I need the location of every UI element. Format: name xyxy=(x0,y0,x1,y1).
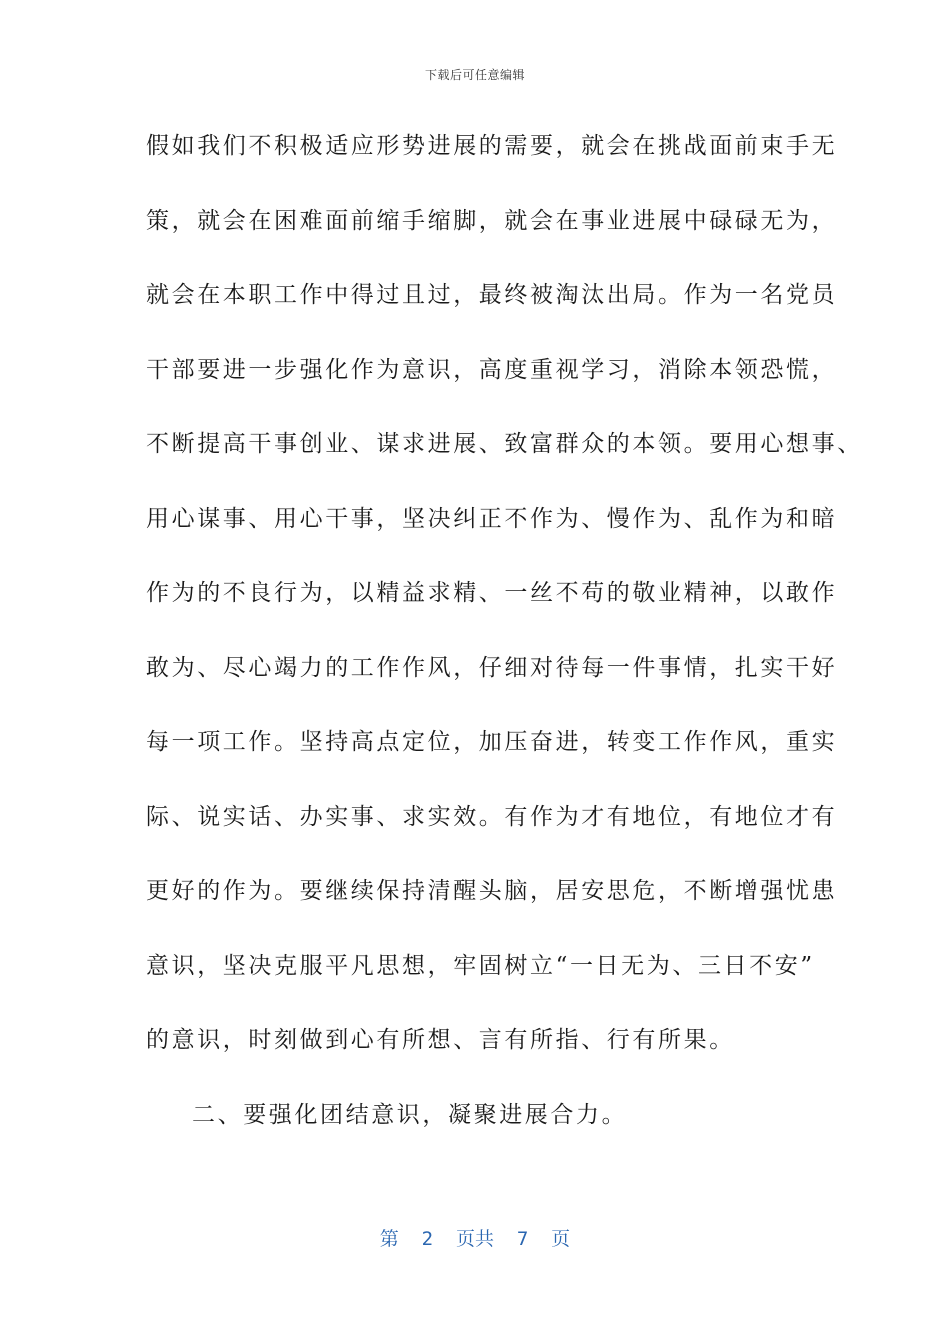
paragraph-line: 每一项工作。坚持高点定位，加压奋进，转变工作作风，重实 xyxy=(146,729,838,755)
paragraph-line: 意识，坚决克服平凡思想，牢固树立“一日无为、三日不安” xyxy=(146,952,815,979)
page-number-footer: 第 2 页共 7 页 xyxy=(379,1228,571,1250)
paragraph-line: 作为的不良行为，以精益求精、一丝不苟的敬业精神，以敢作 xyxy=(146,580,838,606)
paragraph-line: 就会在本职工作中得过且过，最终被淘汰出局。作为一名党员 xyxy=(146,282,838,308)
section-heading: 二、要强化团结意识，凝聚进展合力。 xyxy=(192,1101,628,1128)
paragraph-line: 干部要进一步强化作为意识，高度重视学习，消除本领恐慌， xyxy=(146,356,838,383)
header-note: 下载后可任意编辑 xyxy=(424,68,525,82)
paragraph-line: 策，就会在困难面前缩手缩脚，就会在事业进展中碌碌无为， xyxy=(146,207,838,234)
paragraph-line: 不断提高干事创业、谋求进展、致富群众的本领。要用心想事、 xyxy=(146,431,863,457)
paragraph-line: 假如我们不积极适应形势进展的需要，就会在挑战面前束手无 xyxy=(146,133,838,159)
paragraph-line: 用心谋事、用心干事，坚决纠正不作为、慢作为、乱作为和暗 xyxy=(146,505,838,532)
paragraph-line: 际、说实话、办实事、求实效。有作为才有地位，有地位才有 xyxy=(146,803,838,830)
paragraph-line: 更好的作为。要继续保持清醒头脑，居安思危，不断增强忧患 xyxy=(146,878,838,904)
document-body xyxy=(146,126,863,1169)
paragraph-line: 敢为、尽心竭力的工作作风，仔细对待每一件事情，扎实干好 xyxy=(146,654,838,681)
paragraph-line: 的意识，时刻做到心有所想、言有所指、行有所果。 xyxy=(146,1027,735,1053)
